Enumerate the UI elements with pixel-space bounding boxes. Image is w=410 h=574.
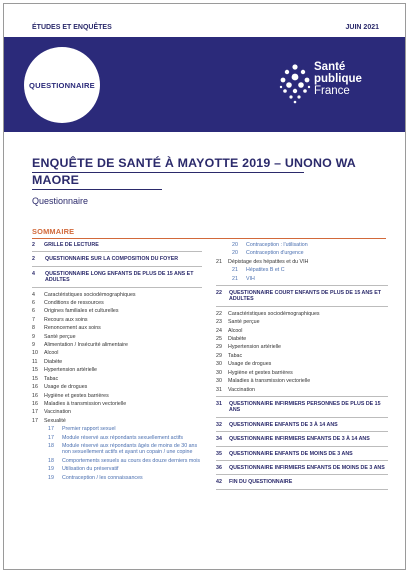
toc-entry[interactable] (216, 311, 388, 317)
toc-label: Vaccination (44, 409, 71, 416)
toc-page-number: 16 (32, 400, 38, 407)
toc-entry[interactable] (216, 344, 388, 350)
toc-entry[interactable] (216, 479, 388, 485)
questionnaire-badge (24, 47, 100, 123)
logo-text (314, 61, 362, 97)
toc-label: Santé perçue (228, 319, 260, 326)
toc-entry[interactable] (216, 361, 388, 367)
toc-page-number: 17 (48, 426, 54, 433)
toc-page-number: 6 (32, 308, 35, 315)
toc-entry[interactable] (216, 422, 388, 428)
toc-page-number: 22 (216, 290, 222, 297)
toc-entry[interactable] (216, 259, 388, 265)
toc-label: Origines familiales et culturelles (44, 308, 119, 315)
toc-label: Module réservé aux répondants âgés de moins de 30 ans non sexuellement actifs et ayant un copain / une copine (62, 442, 198, 456)
title-underline-1 (32, 172, 304, 173)
divider (216, 446, 388, 447)
toc-label: VIH (246, 275, 255, 282)
divider (216, 285, 388, 286)
toc-entry[interactable] (216, 242, 388, 248)
toc-page-number: 30 (216, 378, 222, 385)
toc-label: GRILLE DE LECTURE (44, 242, 99, 248)
toc-page-number: 21 (216, 258, 222, 265)
toc-page-number: 31 (216, 400, 222, 407)
toc-label: Diabète (44, 358, 63, 365)
toc-label: Santé perçue (44, 333, 76, 340)
toc-label: Module réservé aux répondants sexuellement actifs (62, 434, 184, 441)
toc-page-number: 20 (232, 242, 238, 248)
toc-entry[interactable] (32, 401, 202, 407)
toc-page-number: 18 (48, 442, 54, 449)
toc-page-number: 22 (216, 310, 222, 317)
toc-label: Dépistage des hépatites et du VIH (228, 258, 309, 265)
toc-page-number: 30 (216, 361, 222, 368)
toc-label: QUESTIONNAIRE INFIRMIERS PERSONNES DE PLUS DE 15 ANS (229, 400, 381, 414)
toc-label: Alcool (44, 350, 59, 357)
logo-line-3: France (314, 85, 350, 97)
toc-label: QUESTIONNAIRE ENFANTS DE 3 À 14 ANS (229, 421, 338, 428)
toc-heading: SOMMAIRE (32, 227, 75, 236)
toc-label: Hépatites B et C (246, 267, 285, 274)
toc-label: QUESTIONNAIRE INFIRMIERS ENFANTS DE 3 À 14 ANS (229, 436, 370, 443)
toc-page-number: 4 (32, 291, 35, 298)
toc-page-number: 34 (216, 436, 222, 443)
toc-page-number: 15 (32, 375, 38, 382)
toc-entry[interactable] (216, 370, 388, 376)
title-underline (32, 189, 162, 190)
toc-entry[interactable] (32, 376, 202, 382)
toc-page-number: 32 (216, 421, 222, 428)
toc-label: Caractéristiques sociodémographiques (228, 310, 320, 317)
toc-page-number: 16 (32, 384, 38, 391)
toc-label: Utilisation du préservatif (62, 466, 119, 473)
toc-rule (32, 238, 386, 239)
toc-label: QUESTIONNAIRE LONG ENFANTS DE PLUS DE 15 ANS ET ADULTES (45, 270, 194, 284)
toc-page-number: 36 (216, 464, 222, 471)
toc-page-number: 17 (48, 434, 54, 441)
toc-label: Conditions de ressources (44, 300, 104, 307)
toc-label: Diabète (228, 336, 247, 343)
toc-label: Contraception d'urgence (246, 250, 304, 257)
toc-page-number: 16 (32, 392, 38, 399)
toc-page-number: 11 (32, 358, 38, 365)
top-meta (32, 24, 379, 36)
toc-page-number: 24 (216, 327, 222, 334)
document-title: ENQUÊTE DE SANTÉ À MAYOTTE 2019 – UNONO WA MAORE (32, 156, 356, 187)
toc-entry[interactable] (216, 328, 388, 334)
toc-entry[interactable] (216, 451, 388, 457)
toc-page-number: 9 (32, 342, 35, 349)
toc-entry[interactable] (216, 401, 388, 414)
toc-entry[interactable] (216, 336, 388, 342)
header-band (4, 37, 405, 132)
badge-label: QUESTIONNAIRE (29, 80, 95, 90)
toc-entry[interactable] (216, 267, 388, 273)
toc-label: Maladies à transmission vectorielle (228, 378, 311, 385)
toc-entry[interactable] (32, 308, 202, 314)
divider (32, 266, 202, 267)
toc-label: Contraception : l'utilisation (246, 242, 308, 248)
toc-entry[interactable] (32, 242, 202, 248)
toc-label: Maladies à transmission vectorielle (44, 400, 127, 407)
toc-entry[interactable] (32, 409, 202, 415)
toc-entry[interactable] (32, 342, 202, 348)
toc-entry[interactable] (32, 292, 202, 298)
toc-label: Premier rapport sexuel (62, 426, 116, 433)
divider (216, 474, 388, 475)
toc-entry[interactable] (32, 256, 202, 262)
toc-page-number: 29 (216, 344, 222, 351)
toc-label: Tabac (228, 352, 243, 359)
toc-entry[interactable] (32, 350, 202, 356)
toc-entry[interactable] (32, 334, 202, 340)
toc-page-number: 42 (216, 479, 222, 486)
toc-entry[interactable] (216, 276, 388, 282)
divider (216, 306, 388, 307)
toc-label: FIN DU QUESTIONNAIRE (229, 479, 293, 486)
toc-entry[interactable] (32, 443, 202, 456)
toc-entry[interactable] (216, 290, 388, 303)
toc-entry[interactable] (32, 466, 202, 472)
toc-label: Tabac (44, 375, 59, 382)
toc-entry[interactable] (32, 393, 202, 399)
toc-label: Hygiène et gestes barrières (44, 392, 109, 399)
toc-entry[interactable] (32, 384, 202, 390)
toc-page-number: 2 (32, 242, 35, 248)
toc-entry[interactable] (216, 387, 388, 393)
document-subtitle: Questionnaire (32, 196, 89, 206)
toc-label: QUESTIONNAIRE SUR LA COMPOSITION DU FOYER (45, 256, 179, 263)
toc-label: Usage de drogues (228, 361, 272, 368)
toc-label: Hypertension artérielle (228, 344, 281, 351)
toc-page-number: 25 (216, 336, 222, 343)
divider (216, 489, 388, 490)
toc-entry[interactable] (32, 325, 202, 331)
toc-page-number: 2 (32, 256, 35, 263)
toc-page-number: 31 (216, 386, 222, 393)
toc-entry[interactable] (32, 317, 202, 323)
toc-label: Usage de drogues (44, 384, 88, 391)
toc-label: QUESTIONNAIRE COURT ENFANTS DE PLUS DE 15 ANS ET ADULTES (229, 290, 381, 303)
toc-entry[interactable] (216, 319, 388, 325)
toc-entry[interactable] (32, 367, 202, 373)
toc-page-number: 8 (32, 325, 35, 332)
toc-entry[interactable] (216, 378, 388, 384)
logo-line-1: Santé (314, 61, 346, 73)
toc-page-number: 18 (48, 457, 54, 464)
toc-entry[interactable] (216, 436, 388, 442)
divider (216, 431, 388, 432)
toc-entry[interactable] (32, 435, 202, 441)
sante-publique-france-logo (278, 61, 378, 109)
toc-entry[interactable] (32, 475, 202, 481)
toc-page-number: 19 (48, 474, 54, 481)
toc-entry[interactable] (32, 300, 202, 306)
publication-date: JUIN 2021 (345, 24, 379, 31)
toc-page-number: 35 (216, 450, 222, 457)
divider (216, 460, 388, 461)
toc-page-number: 15 (32, 367, 38, 374)
toc-page-number: 21 (232, 275, 238, 282)
toc-label: Alcool (228, 327, 243, 334)
toc-page-number: 20 (232, 250, 238, 257)
divider (216, 417, 388, 418)
toc-page-number: 7 (32, 316, 35, 323)
toc-entry[interactable] (216, 465, 388, 471)
toc-label: Alimentation / Insécurité alimentaire (44, 342, 128, 349)
toc-label: QUESTIONNAIRE INFIRMIERS ENFANTS DE MOINS DE 3 ANS (229, 464, 385, 471)
toc-page-number: 9 (32, 333, 35, 340)
toc-page-number: 4 (32, 270, 35, 277)
toc-page-number: 19 (48, 466, 54, 473)
toc-entry[interactable] (216, 353, 388, 359)
toc-label: Comportements sexuels au cours des douze derniers mois (62, 457, 201, 464)
toc-page-number: 21 (232, 267, 238, 274)
toc-entry[interactable] (216, 250, 388, 256)
toc-entry[interactable] (32, 418, 202, 424)
divider (216, 396, 388, 397)
toc-label: Hypertension artérielle (44, 367, 97, 374)
series-label: ÉTUDES ET ENQUÊTES (32, 24, 112, 31)
toc-entry[interactable] (32, 271, 202, 284)
toc-page-number: 23 (216, 319, 222, 326)
toc-left-column (32, 242, 202, 481)
toc-page-number: 17 (32, 409, 38, 416)
toc-page-number: 6 (32, 300, 35, 307)
logo-dots-icon (278, 63, 312, 107)
toc-entry[interactable] (32, 426, 202, 432)
toc-label: Recours aux soins (44, 316, 88, 323)
toc-label: Sexualité (44, 417, 66, 424)
divider (32, 251, 202, 252)
toc-label: Vaccination (228, 386, 255, 393)
toc-page-number: 10 (32, 350, 38, 357)
toc-right-column (216, 242, 388, 494)
toc-entry[interactable] (32, 458, 202, 464)
toc-label: QUESTIONNAIRE ENFANTS DE MOINS DE 3 ANS (229, 450, 353, 457)
toc-label: Caractéristiques sociodémographiques (44, 291, 136, 298)
divider (32, 287, 202, 288)
toc-label: Hygiène et gestes barrières (228, 369, 293, 376)
toc-page-number: 29 (216, 352, 222, 359)
logo-line-2: publique (314, 73, 362, 85)
toc-label: Renoncement aux soins (44, 325, 101, 332)
toc-entry[interactable] (32, 359, 202, 365)
toc-page-number: 30 (216, 369, 222, 376)
toc-page-number: 17 (32, 417, 38, 424)
toc-label: Contraception / les connaissances (62, 474, 143, 481)
document-page (3, 3, 406, 570)
